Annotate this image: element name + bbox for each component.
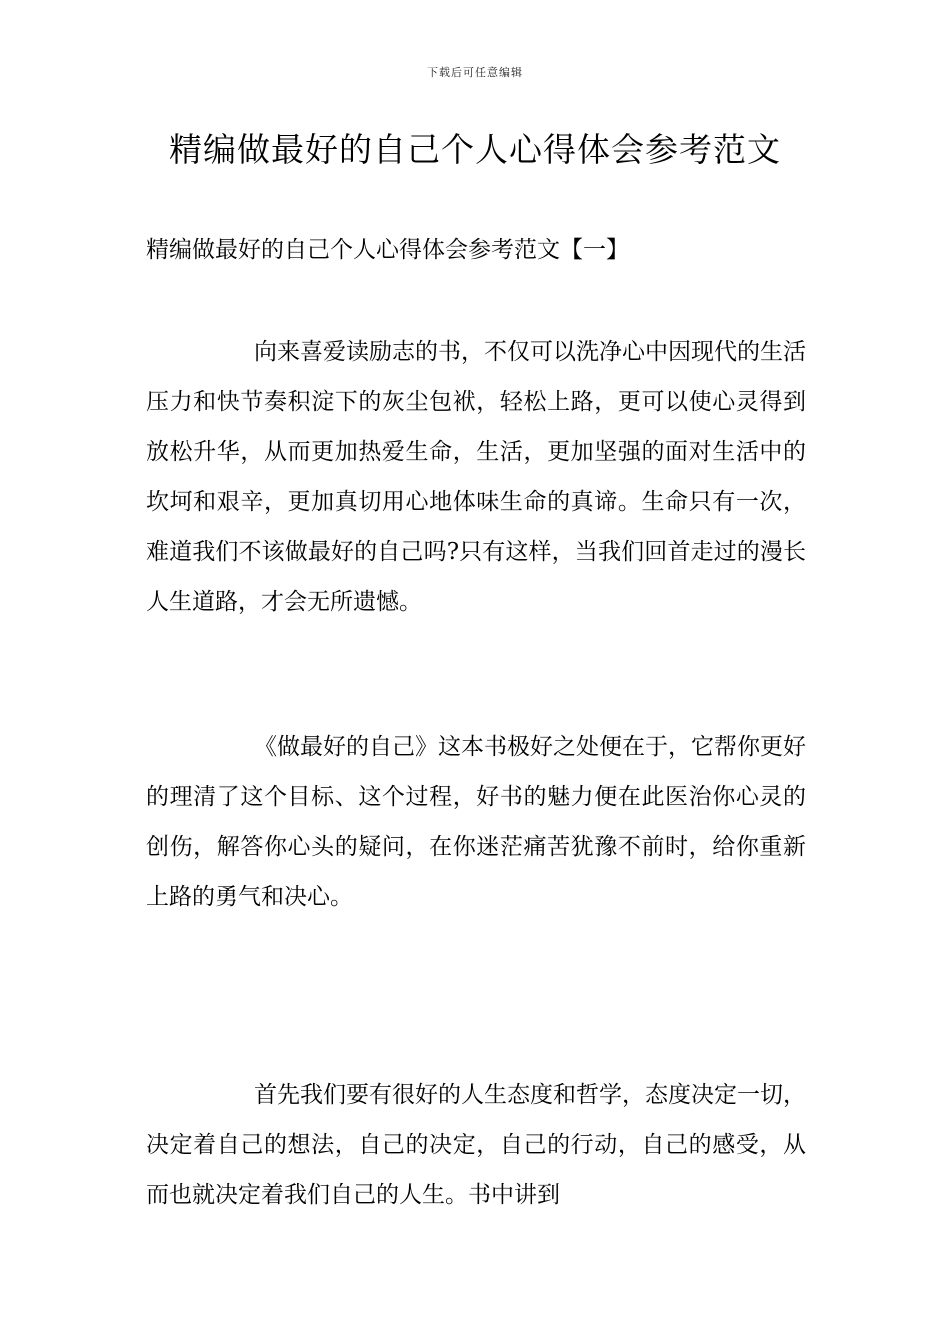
paragraph-2: 《做最好的自己》这本书极好之处便在于，它帮你更好的理清了这个目标、这个过程，好书的魅力便在此医治你心灵的创伤，解答你心头的疑问，在你迷茫痛苦犹豫不前时，给你重新上路的勇气和决心。	[146, 734, 806, 910]
header-note: 下载后可任意编辑	[427, 66, 523, 79]
document-title: 精编做最好的自己个人心得体会参考范文	[169, 130, 781, 169]
section-title: 精编做最好的自己个人心得体会参考范文【一】	[146, 237, 629, 263]
paragraph-1: 向来喜爱读励志的书，不仅可以洗净心中因现代的生活压力和快节奏积淀下的灰尘包袱，轻松上路，更可以使心灵得到放松升华，从而更加热爱生命，生活，更加坚强的面对生活中的坎坷和艰辛，更加真切用心地体味生命的真谛。生命只有一次，难道我们不该做最好的自己吗?只有这样，当我们回首走过的漫长人生道路，才会无所遗憾。	[146, 339, 806, 615]
paragraph-3: 首先我们要有很好的人生态度和哲学，态度决定一切，决定着自己的想法，自己的决定，自己的行动，自己的感受，从而也就决定着我们自己的人生。书中讲到	[146, 1082, 806, 1208]
